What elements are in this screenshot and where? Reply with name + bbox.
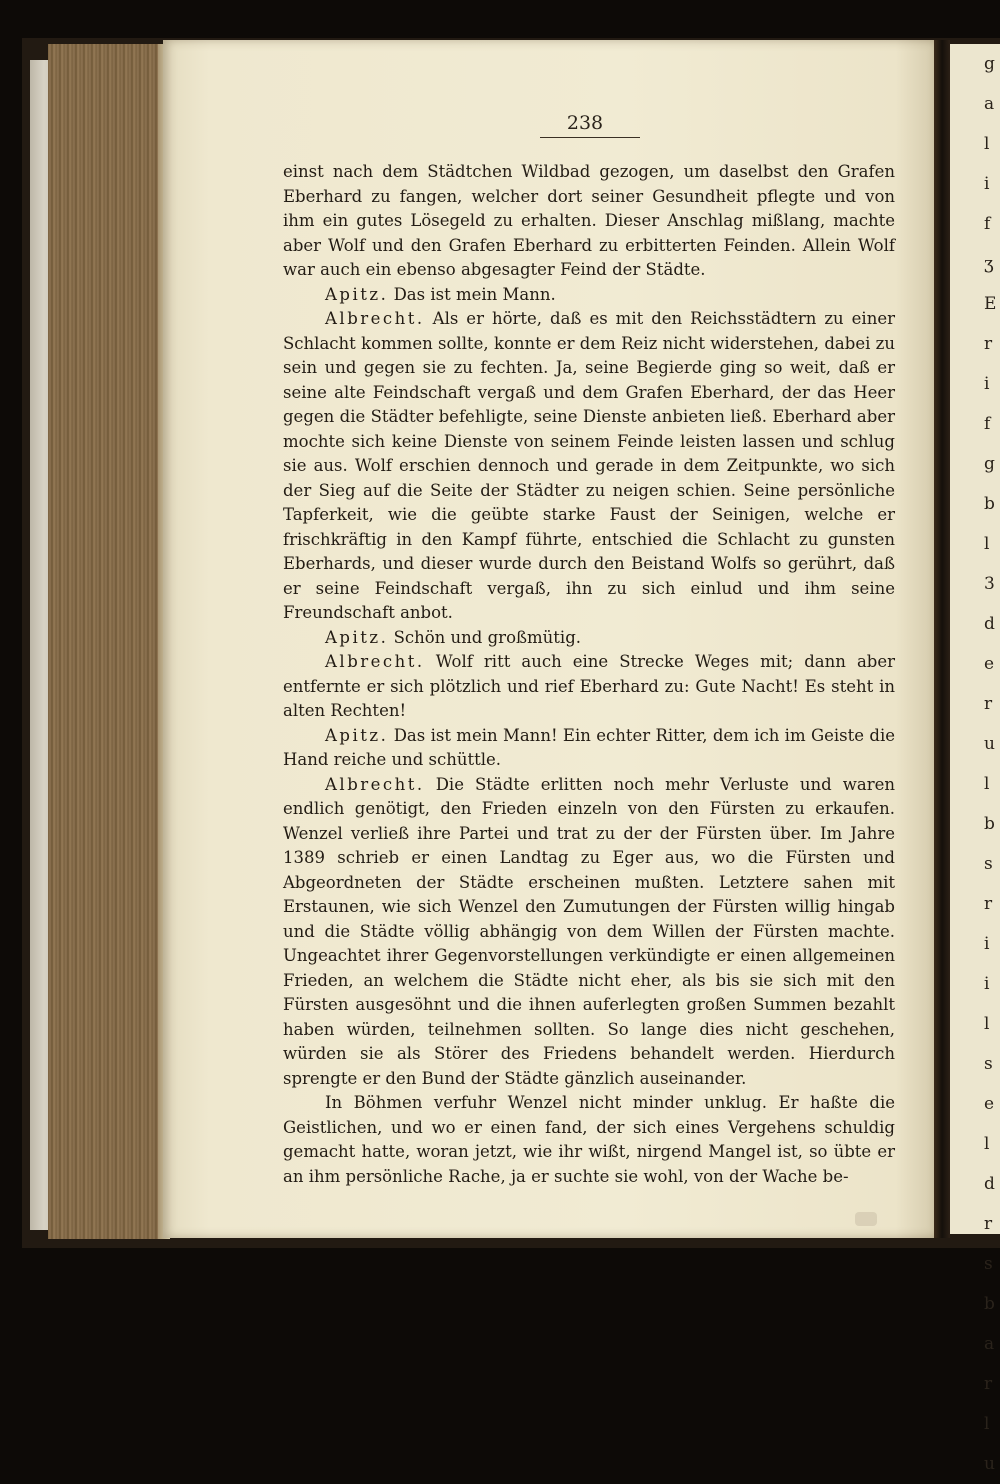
facing-page-fragment: s bbox=[984, 1254, 993, 1274]
facing-page-fragment: u bbox=[984, 1454, 995, 1474]
facing-page-fragment: ʒ bbox=[984, 254, 994, 274]
facing-page-fragment: i bbox=[984, 934, 990, 954]
paragraph bbox=[283, 1091, 895, 1189]
facing-page-fragment: l bbox=[984, 134, 990, 154]
ink-smudge bbox=[855, 1212, 877, 1226]
paragraph-text: In Böhmen verfuhr Wenzel nicht minder unklug. Er haßte die Geistlichen, und wo er einen fand, der sich eines Vergehens schuldig gemacht hatte, woran jetzt, wie ihr wißt, nirgend Mangel ist, so übte er an ihm persönliche Rache, ja er suchte sie wohl, von der Wache be- bbox=[283, 1093, 895, 1186]
facing-page-fragment: b bbox=[984, 494, 995, 514]
facing-page-fragment: l bbox=[984, 1134, 990, 1154]
facing-page-fragment: l bbox=[984, 774, 990, 794]
facing-page-fragment: b bbox=[984, 814, 995, 834]
book-gutter bbox=[934, 40, 950, 1238]
facing-page-fragment: l bbox=[984, 1014, 990, 1034]
paragraph-text: Das ist mein Mann. bbox=[393, 284, 556, 304]
page-text bbox=[283, 160, 895, 1189]
paragraph-text: einst nach dem Städtchen Wildbad gezogen, um daselbst den Grafen Eberhard zu fangen, welcher dort seiner Gesundheit pflegte und von ihm ein gutes Lösegeld zu erhalten. Dieser Anschlag mißlang, machte aber Wolf und den Grafen Eberhard zu erbitterten Feinden. Allein Wolf war auch ein ebenso abgesagter Feind der Städte. bbox=[283, 162, 895, 279]
paragraph-text: Das ist mein Mann! Ein echter Ritter, dem ich im Geiste die Hand reiche und schüttle. bbox=[283, 725, 895, 769]
paragraph bbox=[283, 160, 895, 283]
facing-page-fragment: l bbox=[984, 534, 990, 554]
speaker-name: Albrecht. bbox=[325, 309, 425, 328]
facing-page-fragment: r bbox=[984, 894, 993, 914]
facing-page-fragment: l bbox=[984, 1414, 990, 1434]
speaker-name: Apitz. bbox=[325, 627, 389, 647]
facing-page-fragment: u bbox=[984, 734, 995, 754]
paragraph-text: Die Städte erlitten noch mehr Verluste und waren endlich genötigt, den Frieden einzeln von den Fürsten zu erkaufen. Wenzel verließ ihre Partei und trat zu der der Fürsten über. Im Jahre 1389 schrieb er einen Landtag zu Eger aus, wo die Fürsten und Abgeordneten der Städte erscheinen mußten. Letztere sahen mit Erstaunen, wie sich Wenzel den Zumutungen der Fürsten willig hingab und die Städte völlig abhängig von dem Willen der Fürsten machte. Ungeachtet ihrer Gegenvorstellungen verkündigte er einen allgemeinen Frieden, an welchem die Städte nicht eher, als bis sie sich mit den Fürsten ausgesöhnt und die ihnen auferlegten großen Summen bezahlt haben würden, teilnehmen sollten. So lange dies nicht geschehen, würden sie als Störer des Friedens behandelt werden. Hierdurch sprengte er den Bund der Städte gänzlich auseinander. bbox=[283, 774, 895, 1088]
facing-page-fragment: i bbox=[984, 174, 990, 194]
facing-page-fragment: b bbox=[984, 1294, 995, 1314]
speaker-name: Albrecht. bbox=[325, 652, 425, 671]
facing-page-fragment: e bbox=[984, 1094, 995, 1114]
speaker-name: Albrecht. bbox=[325, 774, 425, 794]
facing-page-fragment: d bbox=[984, 614, 995, 634]
paragraph bbox=[283, 650, 895, 724]
facing-page-fragment: s bbox=[984, 854, 993, 874]
facing-page-fragment: i bbox=[984, 374, 990, 394]
facing-page-fragment: f bbox=[984, 414, 991, 434]
facing-page-fragment: g bbox=[984, 454, 995, 474]
paragraph bbox=[283, 283, 895, 308]
page-block-edge bbox=[48, 44, 168, 1239]
paragraph-text: Als er hörte, daß es mit den Reichsstädtern zu einer Schlacht kommen sollte, konnte er dem Reiz nicht widerstehen, dabei zu sein und gegen sie zu fechten. Ja, seine Begierde ging so weit, daß er seine alte Feindschaft vergaß und dem Grafen Eberhard, der das Heer gegen die Städter befehligte, seine Dienste anbieten ließ. Eberhard aber mochte sich keine Dienste von seinem Feinde leisten lassen und schlug sie aus. Wolf erschien dennoch und gerade in dem Zeitpunkte, wo sich der Sieg auf die Seite der Städter zu neigen schien. Seine persönliche Tapferkeit, wie die geübte starke Faust der Seinigen, welche er frischkräftig in den Kampf führte, entschied die Schlacht zu gunsten Eberhards, und dieser wurde durch den Beistand Wolfs so gerührt, daß er seine Feindschaft vergaß, ihn zu sich einlud und ihm seine Freundschaft anbot. bbox=[283, 309, 895, 622]
paragraph bbox=[283, 626, 895, 651]
facing-page-fragment: r bbox=[984, 694, 993, 714]
facing-page-fragment: r bbox=[984, 1374, 993, 1394]
facing-page-fragment: E bbox=[984, 294, 997, 314]
paragraph bbox=[283, 773, 895, 1092]
speaker-name: Apitz. bbox=[325, 725, 389, 745]
facing-page-fragment: 3 bbox=[984, 574, 995, 594]
speaker-name: Apitz. bbox=[325, 284, 389, 304]
facing-page-fragment: a bbox=[984, 1334, 995, 1354]
facing-page-fragment: i bbox=[984, 974, 990, 994]
facing-page-fragment: d bbox=[984, 1174, 995, 1194]
facing-page-fragment: r bbox=[984, 334, 993, 354]
facing-page-fragment: s bbox=[984, 1054, 993, 1074]
facing-page-fragment: a bbox=[984, 94, 995, 114]
page-number: 238 bbox=[566, 112, 604, 134]
page-number-rule bbox=[540, 137, 640, 138]
paragraph bbox=[283, 724, 895, 773]
paragraph-text: Wolf ritt auch eine Strecke Weges mit; dann aber entfernte er sich plötzlich und rief Eberhard zu: Gute Nacht! Es steht in alten Rechten! bbox=[283, 652, 895, 720]
facing-page-fragment: e bbox=[984, 654, 995, 674]
paragraph-text: Schön und großmütig. bbox=[393, 627, 582, 647]
facing-page-strip bbox=[950, 44, 1000, 1474]
facing-page-fragment: g bbox=[984, 54, 995, 74]
facing-page-fragment: r bbox=[984, 1214, 993, 1234]
paragraph bbox=[283, 307, 895, 626]
facing-page-fragment: f bbox=[984, 214, 991, 234]
